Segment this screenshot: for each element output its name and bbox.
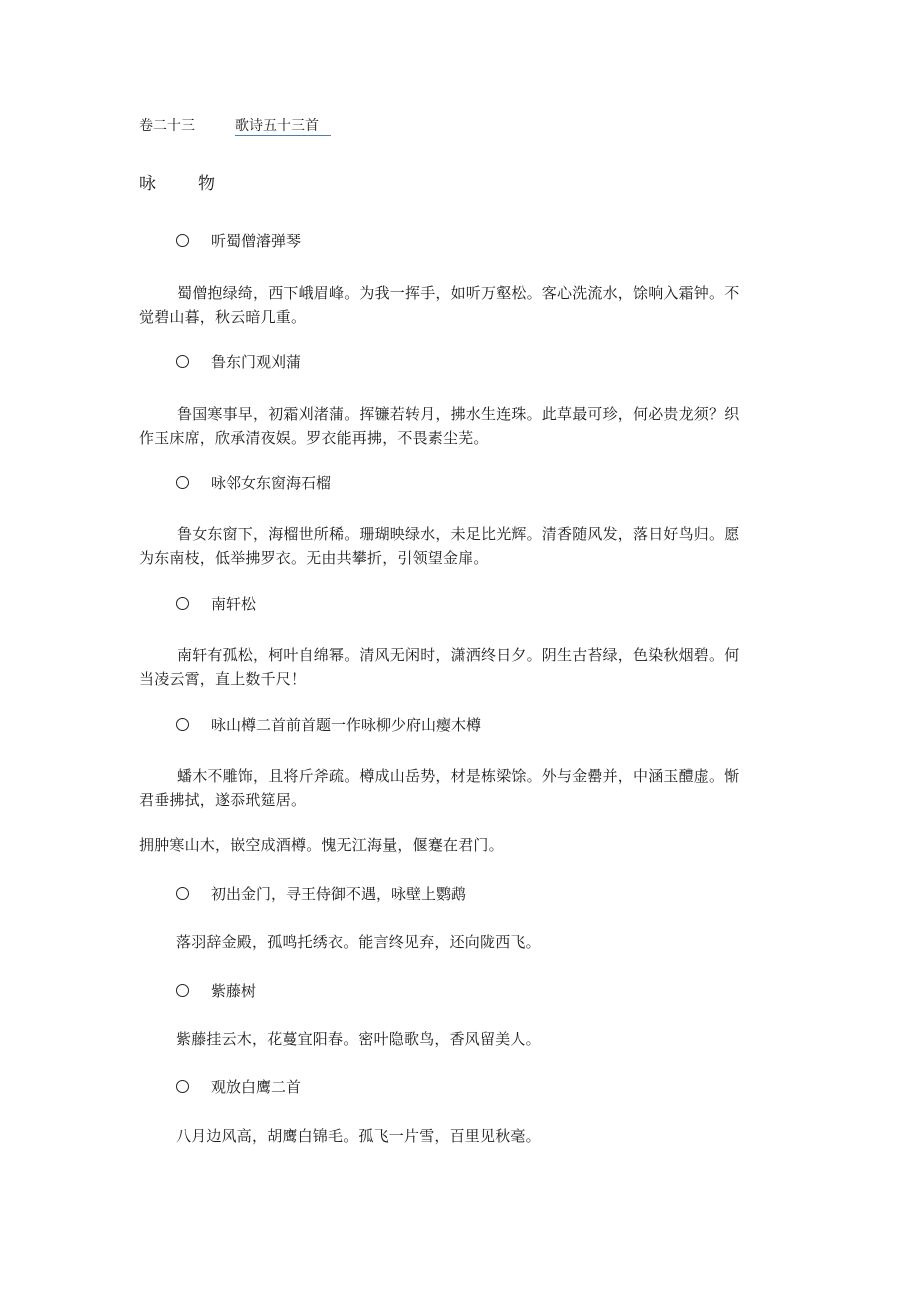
page-header [139,118,331,136]
circle-bullet-icon [176,718,189,731]
category-char-2: 物 [198,174,215,194]
circle-bullet-icon [176,355,189,368]
poem-body: 八月边风高，胡鹰白锦毛。孤飞一片雪，百里见秋毫。 [176,1127,541,1145]
poem-title-text: 听蜀僧濬弹琴 [211,232,302,250]
poem-body: 蟠木不雕饰，且将斤斧疏。樽成山岳势，材是栋梁馀。外与金罍并，中涵玉醴虚。惭君垂拂拭，遂忝玳筵居。 [139,767,740,809]
volume-label: 卷二十三 [139,118,195,134]
category-heading [139,174,215,194]
poem-title [176,229,301,253]
poem-body: 蜀僧抱绿绮，西下峨眉峰。为我一挥手，如听万壑松。客心洗流水，馀响入霜钟。不觉碧山暮，秋云暗几重。 [139,284,740,326]
poem-body: 南轩有孤松，柯叶自绵幂。清风无闲时，潇洒终日夕。阴生古苔绿，色染秋烟碧。何当凌云霄，直上数千尺！ [139,646,740,688]
poem-title-text: 鲁东门观刈蒲 [211,353,302,371]
poem-title-text: 紫藤树 [211,982,257,1000]
category-char-1: 咏 [139,174,156,194]
circle-bullet-icon [176,234,189,247]
poem-title [176,713,481,737]
poem-title [176,1075,301,1099]
poem-body-second: 拥肿寒山木，嵌空成酒樽。愧无江海量，偃蹇在君门。 [139,836,504,854]
poem-body: 鲁国寒事早，初霜刈渚蒲。挥镰若转月，拂水生连珠。此草最可珍，何必贵龙须？织作玉床席，欣承清夜娱。罗衣能再拂，不畏素尘芜。 [139,405,740,447]
circle-bullet-icon [176,887,189,900]
poem-title [176,350,301,374]
circle-bullet-icon [176,597,189,610]
poem-title [176,882,466,906]
poem-title-text: 初出金门，寻王侍御不遇，咏壁上鹦鹉 [211,885,467,903]
poem-body: 鲁女东窗下，海榴世所稀。珊瑚映绿水，未足比光辉。清香随风发，落日好鸟归。愿为东南枝，低举拂罗衣。无由共攀折，引领望金扉。 [139,525,740,567]
circle-bullet-icon [176,984,189,997]
poem-title-text: 南轩松 [211,595,257,613]
circle-bullet-icon [176,476,189,489]
poem-title-text: 咏邻女东窗海石榴 [211,474,332,492]
poem-body: 紫藤挂云木，花蔓宜阳春。密叶隐歌鸟，香风留美人。 [176,1030,541,1048]
subtitle-link[interactable]: 歌诗五十三首 [235,118,331,136]
poem-title-text: 咏山樽二首前首题一作咏柳少府山瘿木樽 [211,716,482,734]
poem-body: 落羽辞金殿，孤鸣托绣衣。能言终见弃，还向陇西飞。 [176,933,541,951]
poem-title [176,471,331,495]
poem-title [176,592,256,616]
poem-title-text: 观放白鹰二首 [211,1078,302,1096]
circle-bullet-icon [176,1080,189,1093]
poem-title [176,979,256,1003]
